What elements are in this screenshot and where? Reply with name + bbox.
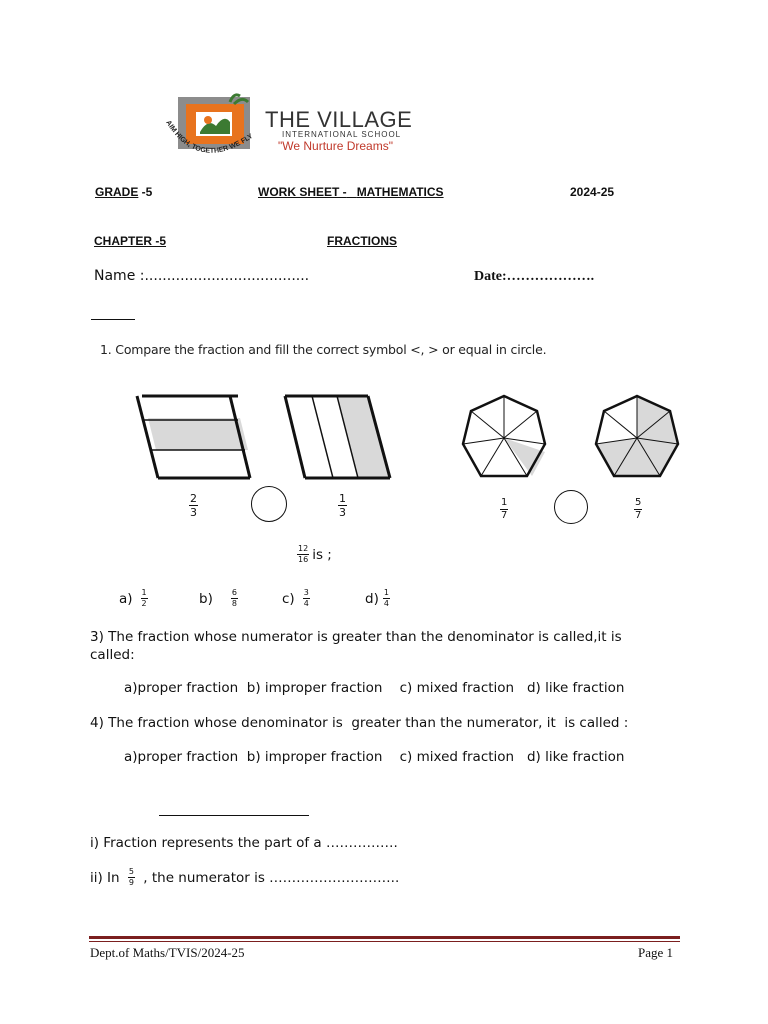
name-field[interactable]: Name :..................................... bbox=[94, 268, 310, 284]
q1-fraction-2-3: $\frac{2}{3}$ bbox=[190, 492, 197, 519]
q2-suffix: is ; bbox=[312, 546, 332, 563]
q1-answer-circle-2[interactable] bbox=[554, 490, 588, 524]
q2-option-b[interactable]: b) $\frac{6}{8}$ bbox=[199, 588, 237, 608]
fill-i[interactable]: i) Fraction represents the part of a ……………. bbox=[90, 835, 398, 851]
parallelogram-two-thirds bbox=[137, 396, 250, 478]
footer-page: Page 1 bbox=[638, 945, 674, 960]
fill-ii-fraction: $\frac{5}{9}$ bbox=[128, 867, 134, 887]
grade-line bbox=[95, 185, 152, 199]
topic-label: FRACTIONS bbox=[327, 234, 397, 248]
school-subtitle: INTERNATIONAL SCHOOL bbox=[282, 130, 402, 139]
school-name: THE VILLAGE bbox=[265, 107, 413, 132]
footer-dept: Dept.of Maths/TVIS/2024-25 bbox=[90, 945, 245, 960]
q2-option-d[interactable]: d) $\frac{1}{4}$ bbox=[365, 588, 389, 608]
logo-motto: AIM HIGH, TOGETHER WE FLY bbox=[164, 119, 255, 155]
school-logo bbox=[160, 92, 440, 172]
q4-options[interactable]: a)proper fraction b) improper fraction c) mixed fraction d) like fraction bbox=[124, 749, 625, 765]
question-1: 1. Compare the fraction and fill the correct symbol <, > or equal in circle. bbox=[100, 342, 547, 357]
grade-value: -5 bbox=[138, 185, 153, 199]
q2-fraction: $\frac{12}{16}$ bbox=[298, 544, 309, 564]
grade-label: GRADE bbox=[95, 185, 139, 199]
chapter-label: CHAPTER -5 bbox=[94, 234, 167, 248]
logo-emblem bbox=[160, 92, 270, 172]
subject-label: MATHEMATICS bbox=[356, 185, 444, 199]
year-label: 2024-25 bbox=[570, 185, 615, 199]
question-4: 4) The fraction whose denominator is greater than the numerator, it is called : bbox=[90, 715, 629, 731]
question-3: 3) The fraction whose numerator is greater than the denominator is called,it is called: bbox=[90, 629, 622, 663]
q1-fraction-1-7: $\frac{1}{7}$ bbox=[501, 497, 508, 521]
q1-answer-circle-1[interactable] bbox=[251, 486, 287, 522]
q2-option-c[interactable]: c) $\frac{3}{4}$ bbox=[282, 588, 309, 608]
fill-ii[interactable]: ii) In $\frac{5}{9}$ , the numerator is ……………………….. bbox=[90, 867, 400, 887]
question-2 bbox=[297, 545, 332, 564]
worksheet-label: WORK SHEET - MATHEMATICS bbox=[258, 185, 444, 199]
school-tagline: "We Nurture Dreams" bbox=[278, 139, 393, 153]
q1-fraction-5-7: $\frac{5}{7}$ bbox=[635, 497, 642, 521]
q1-figures bbox=[0, 390, 768, 490]
footer-rule bbox=[89, 936, 680, 939]
date-field[interactable]: Date:………………. bbox=[474, 269, 595, 284]
q2-option-a[interactable]: a) $\frac{1}{2}$ bbox=[119, 588, 147, 608]
footer-rule-thin bbox=[89, 941, 680, 942]
parallelogram-one-third bbox=[285, 396, 390, 478]
q1-fraction-1-3: $\frac{1}{3}$ bbox=[339, 492, 346, 519]
heptagon-one-seventh bbox=[463, 396, 545, 476]
q3-options[interactable]: a)proper fraction b) improper fraction c) mixed fraction d) like fraction bbox=[124, 680, 625, 696]
divider-short bbox=[91, 319, 135, 320]
section-divider bbox=[159, 815, 309, 816]
heptagon-five-sevenths bbox=[596, 396, 678, 476]
